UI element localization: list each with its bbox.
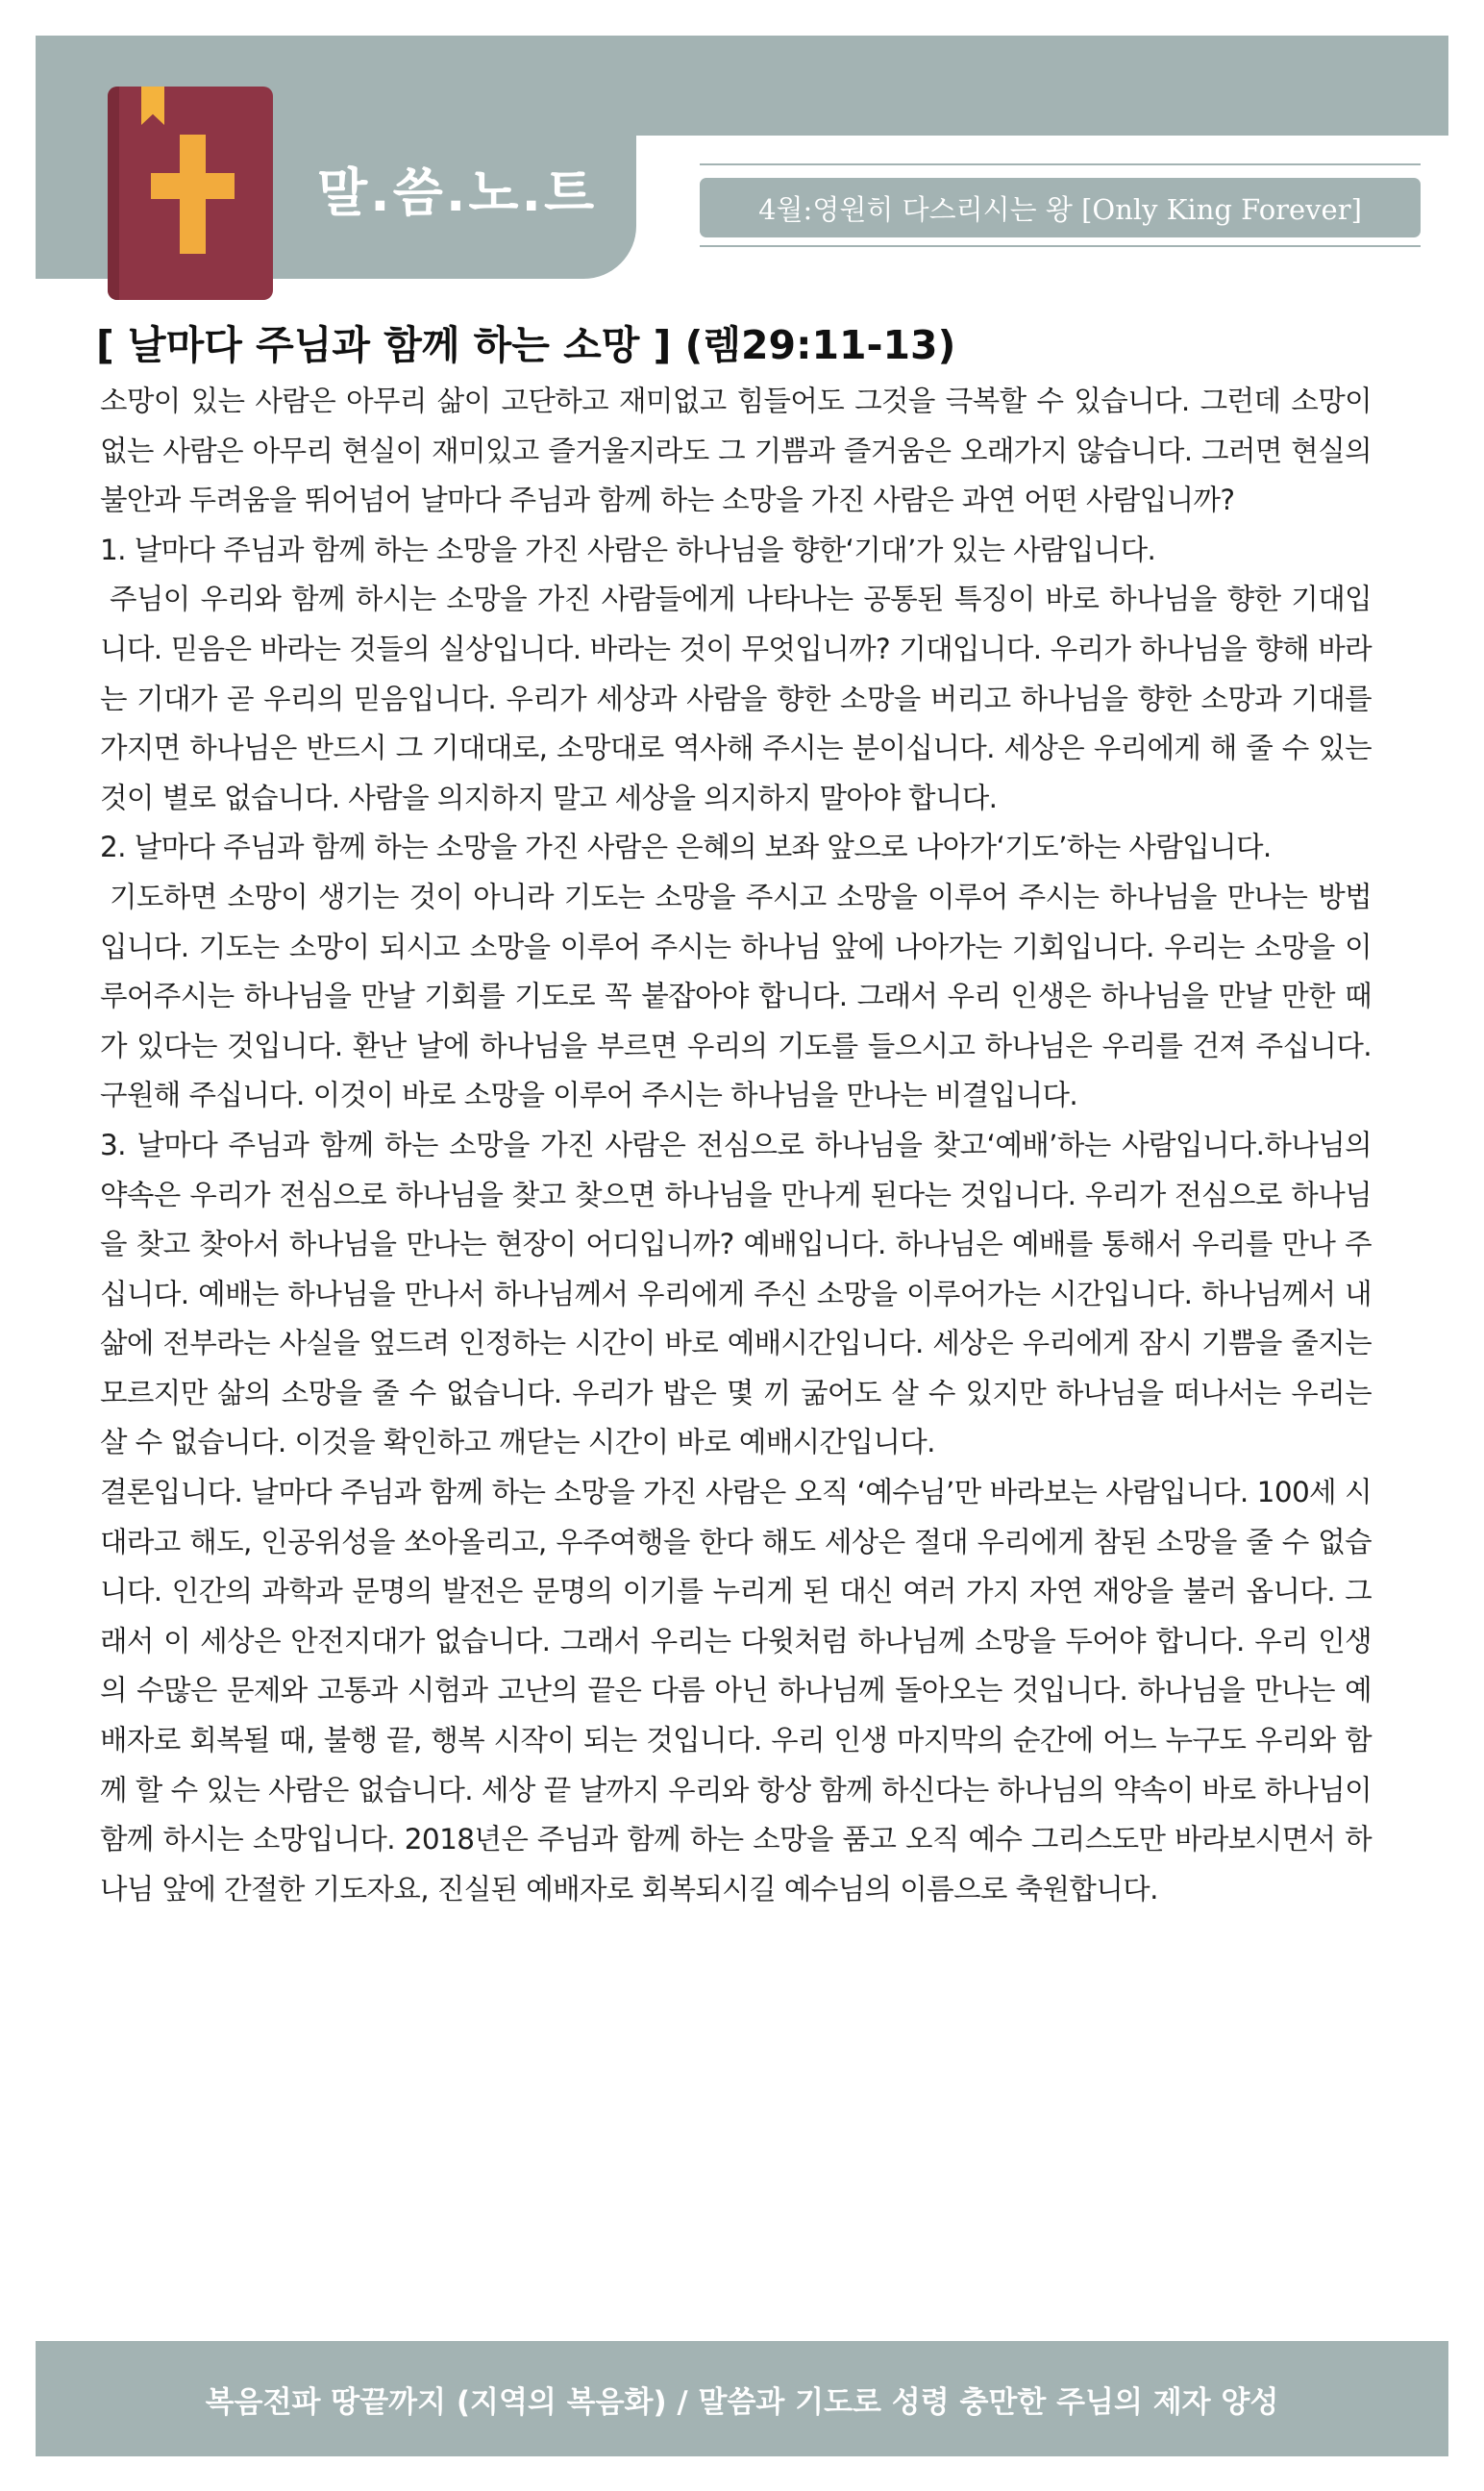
brand-title: 말.씀.노.트	[317, 162, 598, 223]
series-rule-bottom	[700, 245, 1421, 247]
footer-band	[36, 2341, 1448, 2456]
bookmark-ribbon-icon	[141, 87, 164, 125]
book-spine	[108, 87, 119, 300]
paragraph-intro: 소망이 있는 사람은 아무리 삶이 고단하고 재미없고 힘들어도 그것을 극복할 수 있습니다. 그런데 소망이 없는 사람은 아무리 현실이 재미있고 즐거울지라도 그 기쁨과 즐거움은 오래가지 않습니다. 그러면 현실의 불안과 두려움을 뛰어넘어 날마다 주님과 함께 하는 소망을 가진 사람은 과연 어떤 사람입니까?	[100, 385, 1372, 517]
sermon-title: [ 날마다 주님과 함께 하는 소망 ] (렘29:11-13)	[96, 322, 956, 368]
footer-motto: 복음전파 땅끝까지 (지역의 복음화) / 말씀과 기도로 성령 충만한 주님의 제자 양성	[205, 2384, 1279, 2420]
point-1-body: 주님이 우리와 함께 하시는 소망을 가진 사람들에게 나타나는 공통된 특징이 바로 하나님을 향한 기대입니다. 믿음은 바라는 것들의 실상입니다. 바라는 것이 무엇입니까? 기대입니다. 우리가 하나님을 향해 바라는 기대가 곧 우리의 믿음입니다. 우리가 세상과 사람을 향한 소망을 버리고 하나님을 향한 소망과 기대를 가지면 하나님은 반드시 그 기대대로, 소망대로 역사해 주시는 분이십니다. 세상은 우리에게 해 줄 수 있는 것이 별로 없습니다. 사람을 의지하지 말고 세상을 의지하지 말아야 합니다.	[100, 583, 1372, 814]
point-2-body: 기도하면 소망이 생기는 것이 아니라 기도는 소망을 주시고 소망을 이루어 주시는 하나님을 만나는 방법입니다. 기도는 소망이 되시고 소망을 이루어 주시는 하나님 앞에 나아가는 기회입니다. 우리는 소망을 이루어주시는 하나님을 만날 기회를 기도로 꼭 붙잡아야 합니다. 그래서 우리 인생은 하나님을 만날 만한 때가 있다는 것입니다. 환난 날에 하나님을 부르면 우리의 기도를 들으시고 하나님은 우리를 건져 주십니다. 구원해 주십니다. 이것이 바로 소망을 이루어 주시는 하나님을 만나는 비결입니다.	[100, 880, 1372, 1112]
series-rule-top	[700, 163, 1421, 165]
series-badge	[700, 178, 1421, 237]
point-2-heading: 2. 날마다 주님과 함께 하는 소망을 가진 사람은 은혜의 보좌 앞으로 나아가‘기도’하는 사람입니다.	[100, 831, 1272, 864]
conclusion-paragraph: 결론입니다. 날마다 주님과 함께 하는 소망을 가진 사람은 오직 ‘예수님’만 바라보는 사람입니다. 100세 시대라고 해도, 인공위성을 쏘아올리고, 우주여행을 한다 해도 세상은 절대 우리에게 참된 소망을 줄 수 없습니다. 인간의 과학과 문명의 발전은 문명의 이기를 누리게 된 대신 여러 가지 자연 재앙을 불러 옵니다. 그래서 이 세상은 안전지대가 없습니다. 그래서 우리는 다윗처럼 하나님께 소망을 두어야 합니다. 우리 인생의 수많은 문제와 고통과 시험과 고난의 끝은 다름 아닌 하나님께 돌아오는 것입니다. 하나님을 만나는 예배자로 회복될 때, 불행 끝, 행복 시작이 되는 것입니다. 우리 인생 마지막의 순간에 어느 누구도 우리와 함께 할 수 있는 사람은 없습니다. 세상 끝 날까지 우리와 항상 함께 하신다는 하나님의 약속이 바로 하나님이 함께 하시는 소망입니다. 2018년은 주님과 함께 하는 소망을 품고 오직 예수 그리스도만 바라보시면서 하나님 앞에 간절한 기도자요, 진실된 예배자로 회복되시길 예수님의 이름으로 축원합니다.	[100, 1476, 1372, 1906]
series-title: 4월:영원히 다스리시는 왕 [Only King Forever]	[758, 192, 1362, 226]
sermon-body	[100, 377, 1372, 1914]
cross-icon-horizontal	[151, 173, 235, 199]
point-1-heading: 1. 날마다 주님과 함께 하는 소망을 가진 사람은 하나님을 향한‘기대’가 있는 사람입니다.	[100, 533, 1156, 566]
bible-book-cross-icon	[108, 87, 273, 300]
point-3-paragraph: 3. 날마다 주님과 함께 하는 소망을 가진 사람은 전심으로 하나님을 찾고‘예배’하는 사람입니다.하나님의 약속은 우리가 전심으로 하나님을 찾고 찾으면 하나님을 만나게 된다는 것입니다. 우리가 전심으로 하나님을 찾고 찾아서 하나님을 만나는 현장이 어디입니까? 예배입니다. 하나님은 예배를 통해서 우리를 만나 주십니다. 예배는 하나님을 만나서 하나님께서 우리에게 주신 소망을 이루어가는 시간입니다. 하나님께서 내 삶에 전부라는 사실을 엎드려 인정하는 시간이 바로 예배시간입니다. 세상은 우리에게 잠시 기쁨을 줄지는 모르지만 삶의 소망을 줄 수 없습니다. 우리가 밥은 몇 끼 굶어도 살 수 있지만 하나님을 떠나서는 우리는 살 수 없습니다. 이것을 확인하고 깨닫는 시간이 바로 예배시간입니다.	[100, 1128, 1372, 1459]
